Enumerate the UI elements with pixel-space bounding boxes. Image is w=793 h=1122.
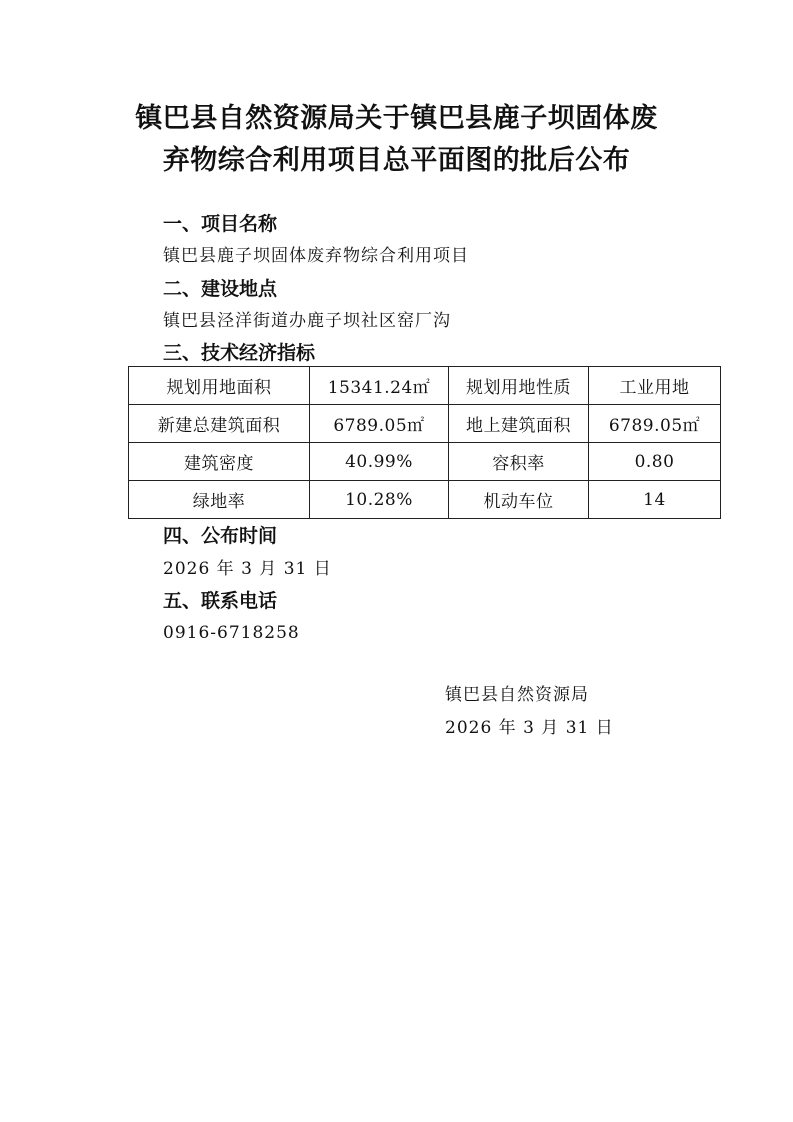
section-heading-location: 二、建设地点 — [163, 278, 278, 300]
table-cell-value: 14 — [589, 481, 721, 519]
signature-date: 2026 年 3 月 31 日 — [445, 718, 614, 738]
table-cell-label: 绿地率 — [129, 481, 310, 519]
table-cell-value: 40.99% — [310, 443, 449, 481]
signature-org: 镇巴县自然资源局 — [445, 685, 589, 705]
document-title — [90, 98, 703, 182]
section-heading-project-name: 一、项目名称 — [163, 213, 278, 235]
table-cell-label: 地上建筑面积 — [449, 405, 589, 443]
project-name-value: 镇巴县鹿子坝固体废弃物综合利用项目 — [163, 246, 469, 266]
publish-time-value: 2026 年 3 月 31 日 — [163, 559, 332, 579]
table-row — [129, 367, 721, 405]
table-row — [129, 443, 721, 481]
section-heading-contact: 五、联系电话 — [163, 590, 278, 612]
location-value: 镇巴县泾洋街道办鹿子坝社区窑厂沟 — [163, 311, 451, 331]
table-cell-value: 工业用地 — [589, 367, 721, 405]
table-cell-value: 6789.05㎡ — [310, 405, 449, 443]
table-row — [129, 481, 721, 519]
table-cell-label: 机动车位 — [449, 481, 589, 519]
table-cell-label: 建筑密度 — [129, 443, 310, 481]
table-cell-value: 6789.05㎡ — [589, 405, 721, 443]
table-cell-label: 规划用地面积 — [129, 367, 310, 405]
table-row — [129, 405, 721, 443]
table-cell-value: 0.80 — [589, 443, 721, 481]
table-cell-value: 15341.24㎡ — [310, 367, 449, 405]
title-line-1: 镇巴县自然资源局关于镇巴县鹿子坝固体废 — [135, 103, 658, 134]
section-heading-indicators: 三、技术经济指标 — [163, 342, 316, 364]
contact-phone-value: 0916-6718258 — [163, 623, 300, 643]
title-line-2: 弃物综合利用项目总平面图的批后公布 — [162, 145, 631, 176]
table-cell-value: 10.28% — [310, 481, 449, 519]
table-cell-label: 容积率 — [449, 443, 589, 481]
indicators-table — [128, 366, 721, 519]
section-heading-publish-time: 四、公布时间 — [163, 525, 278, 547]
table-cell-label: 规划用地性质 — [449, 367, 589, 405]
table-cell-label: 新建总建筑面积 — [129, 405, 310, 443]
